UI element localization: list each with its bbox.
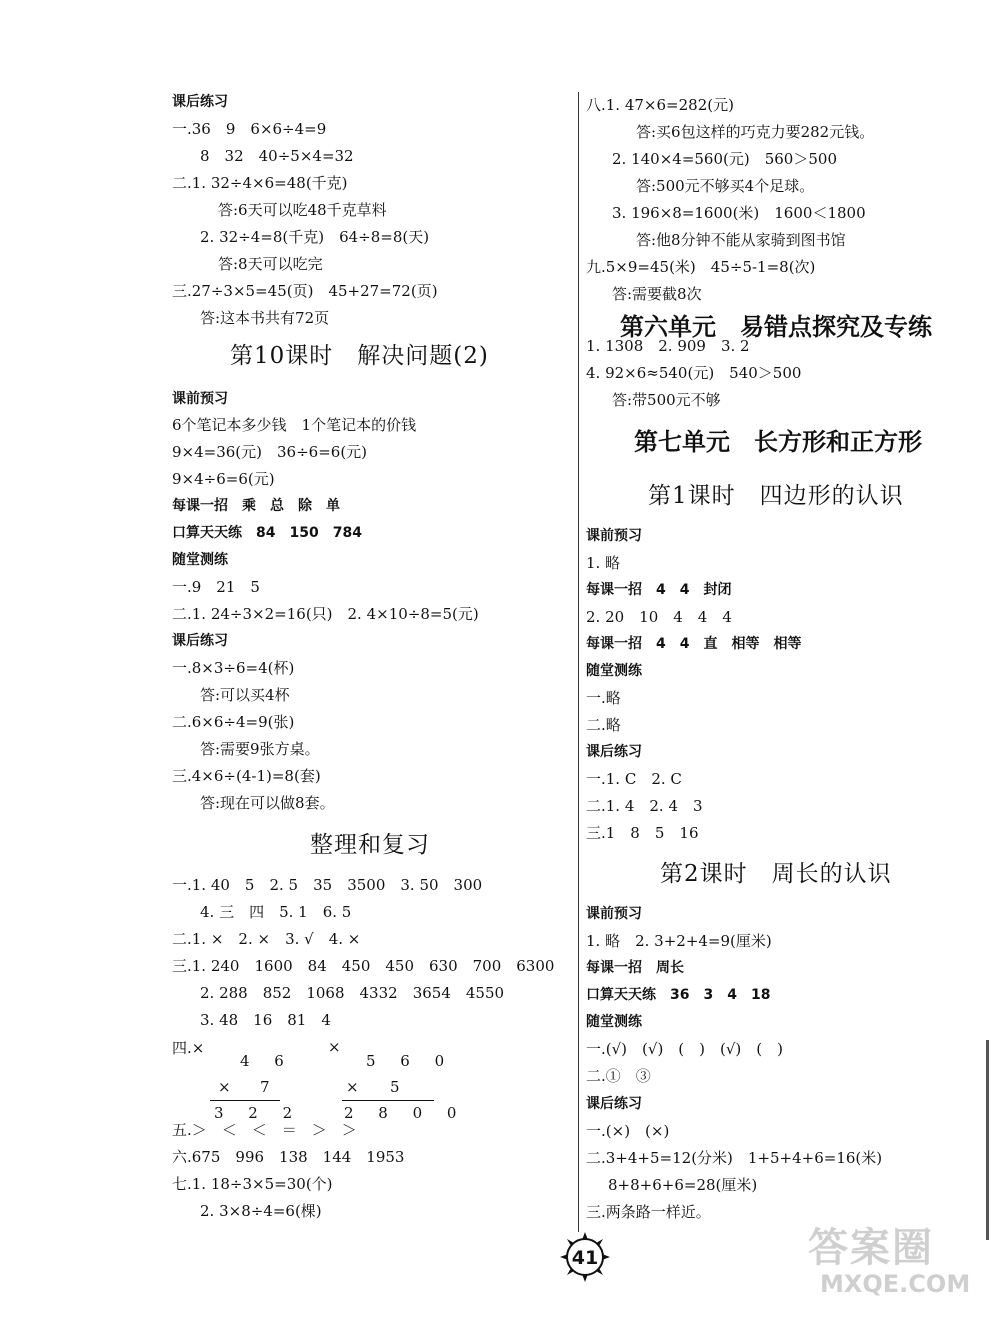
vertical-multiplication-a: [210, 1052, 303, 1122]
answer-line: 三.1 8 5 16: [586, 824, 699, 842]
answer-line: 一.1. 40 5 2. 5 35 3500 3. 50 300: [172, 876, 483, 894]
section-label: 每课一招 4 4 封闭: [586, 582, 732, 598]
column-divider: [578, 92, 579, 1232]
answer-line: 一.8×3÷6=4(杯): [172, 659, 295, 677]
section-label: 课前预习: [586, 906, 642, 922]
answer-line: 答:需要截8次: [612, 285, 702, 303]
section-label: 课前预习: [172, 391, 228, 407]
answer-line: 答:需要9张方桌。: [200, 740, 320, 758]
answer-line: 二.略: [586, 716, 621, 734]
answer-line: 二.6×6÷4=9(张): [172, 713, 295, 731]
vertical-operator: ×: [346, 1078, 359, 1096]
answer-line: 二.① ③: [586, 1067, 651, 1085]
answer-line: 二.1. 24÷3×2=16(只) 2. 4×10÷8=5(元): [172, 605, 479, 623]
answer-line: 1. 1308 2. 909 3. 2: [586, 337, 750, 355]
answer-line: 三.27÷3×5=45(页) 45+27=72(页): [172, 282, 438, 300]
answer-line: 2. 32÷4=8(千克) 64÷8=8(天): [200, 228, 430, 246]
page-number-badge: [560, 1232, 610, 1282]
answer-line: 二.1. × 2. × 3. √ 4. ×: [172, 930, 361, 948]
section-label: 课后练习: [172, 94, 228, 110]
section-label: 每课一招 4 4 直 相等 相等: [586, 636, 802, 652]
answer-line: 二.1. 32÷4×6=48(千克): [172, 174, 348, 192]
answer-line: 二.3+4+5=12(分米) 1+5+4+6=16(米): [586, 1149, 883, 1167]
lesson-title: 第10课时 解决问题(2): [230, 343, 489, 369]
answer-line: 答:他8分钟不能从家骑到图书馆: [636, 231, 846, 249]
answer-line: 一.9 21 5: [172, 578, 260, 596]
answer-line: 一.略: [586, 689, 621, 707]
vertical-top: 4 6: [240, 1052, 294, 1070]
answer-line: 2. 20 10 4 4 4: [586, 608, 732, 626]
vertical-result: 3 2 2: [214, 1104, 303, 1122]
lesson-title: 第1课时 四边形的认识: [648, 483, 904, 509]
answer-line: 四.×: [172, 1039, 205, 1057]
section-label: 课后练习: [172, 633, 228, 649]
watermark-text: 答案圈: [808, 1225, 934, 1271]
vertical-multiplier: 7: [260, 1078, 270, 1096]
answer-line: 一.(√) (√) ( ) (√) ( ): [586, 1040, 783, 1058]
answer-line: 答:500元不够买4个足球。: [636, 177, 815, 195]
answer-line: 答:可以买4杯: [200, 686, 290, 704]
answer-line: 三.4×6÷(4-1)=8(套): [172, 767, 321, 785]
vertical-multiplication-b: [328, 1038, 467, 1122]
page-number: 41: [571, 1247, 599, 1269]
vertical-top: 5 6 0: [366, 1052, 455, 1070]
section-label: 口算天天练 36 3 4 18: [586, 987, 771, 1003]
section-label: 课后练习: [586, 1096, 642, 1112]
answer-line: 二.1. 4 2. 4 3: [586, 797, 703, 815]
section-label: 每课一招 周长: [586, 960, 684, 976]
answer-line: 八.1. 47×6=282(元): [586, 96, 734, 114]
answer-line: 1. 略 2. 3+2+4=9(厘米): [586, 932, 772, 950]
answer-line: 2. 288 852 1068 4332 3654 4550: [200, 984, 505, 1002]
section-label: 每课一招 乘 总 除 单: [172, 498, 340, 514]
answer-line: 三.1. 240 1600 84 450 450 630 700 6300: [172, 957, 555, 975]
answer-line: 8 32 40÷5×4=32: [200, 147, 354, 165]
answer-line: 答:6天可以吃48千克草料: [218, 201, 387, 219]
lesson-title: 整理和复习: [310, 832, 430, 858]
answer-line: 七.1. 18÷3×5=30(个): [172, 1175, 333, 1193]
section-label: 随堂测练: [172, 552, 228, 568]
answer-line: 2. 3×8÷4=6(棵): [200, 1202, 322, 1220]
vertical-mark: ×: [328, 1038, 341, 1056]
answer-line: 三.两条路一样近。: [586, 1203, 711, 1221]
answer-line: 答:现在可以做8套。: [200, 794, 335, 812]
section-label: 课前预习: [586, 528, 642, 544]
unit-title: 第六单元 易错点探究及专练: [620, 313, 932, 341]
answer-line: 3. 196×8=1600(米) 1600＜1800: [612, 204, 866, 222]
answer-line: 4. 三 四 5. 1 6. 5: [200, 903, 352, 921]
answer-line: 一.(×) (×): [586, 1122, 670, 1140]
answer-line: 答:8天可以吃完: [218, 255, 323, 273]
answer-line: 六.675 996 138 144 1953: [172, 1148, 405, 1166]
answer-line: 4. 92×6≈540(元) 540＞500: [586, 364, 802, 382]
section-label: 课后练习: [586, 744, 642, 760]
watermark-logo: [800, 1208, 990, 1308]
answer-line: 答:这本书共有72页: [200, 309, 330, 327]
answer-line: 一.1. C 2. C: [586, 770, 682, 788]
unit-title: 第七单元 长方形和正方形: [634, 428, 922, 456]
answer-line: 2. 140×4=560(元) 560＞500: [612, 150, 837, 168]
answer-line: 8+8+6+6=28(厘米): [608, 1176, 758, 1194]
answer-line: 九.5×9=45(米) 45÷5-1=8(次): [586, 258, 816, 276]
answer-line: 1. 略: [586, 554, 621, 572]
answer-line: 9×4÷6=6(元): [172, 470, 275, 488]
vertical-operator: ×: [218, 1078, 231, 1096]
section-label: 随堂测练: [586, 1014, 642, 1030]
section-label: 口算天天练 84 150 784: [172, 525, 362, 541]
lesson-title: 第2课时 周长的认识: [660, 861, 892, 887]
answer-line: 一.36 9 6×6÷4=9: [172, 120, 327, 138]
answer-line: 答:买6包这样的巧克力要282元钱。: [636, 123, 875, 141]
answer-line: 6个笔记本多少钱 1个笔记本的价钱: [172, 416, 417, 434]
watermark-url: MXQE.COM: [820, 1270, 971, 1298]
answer-line: 五.＞ ＜ ＜ ＝ ＞ ＞: [172, 1121, 357, 1139]
vertical-result: 2 8 0 0: [344, 1104, 467, 1122]
vertical-multiplier: 5: [390, 1078, 400, 1096]
page-edge-mark: [986, 1040, 989, 1240]
section-label: 随堂测练: [586, 663, 642, 679]
answer-line: 9×4=36(元) 36÷6=6(元): [172, 443, 368, 461]
answer-line: 3. 48 16 81 4: [200, 1011, 331, 1029]
answer-line: 答:带500元不够: [612, 391, 721, 409]
